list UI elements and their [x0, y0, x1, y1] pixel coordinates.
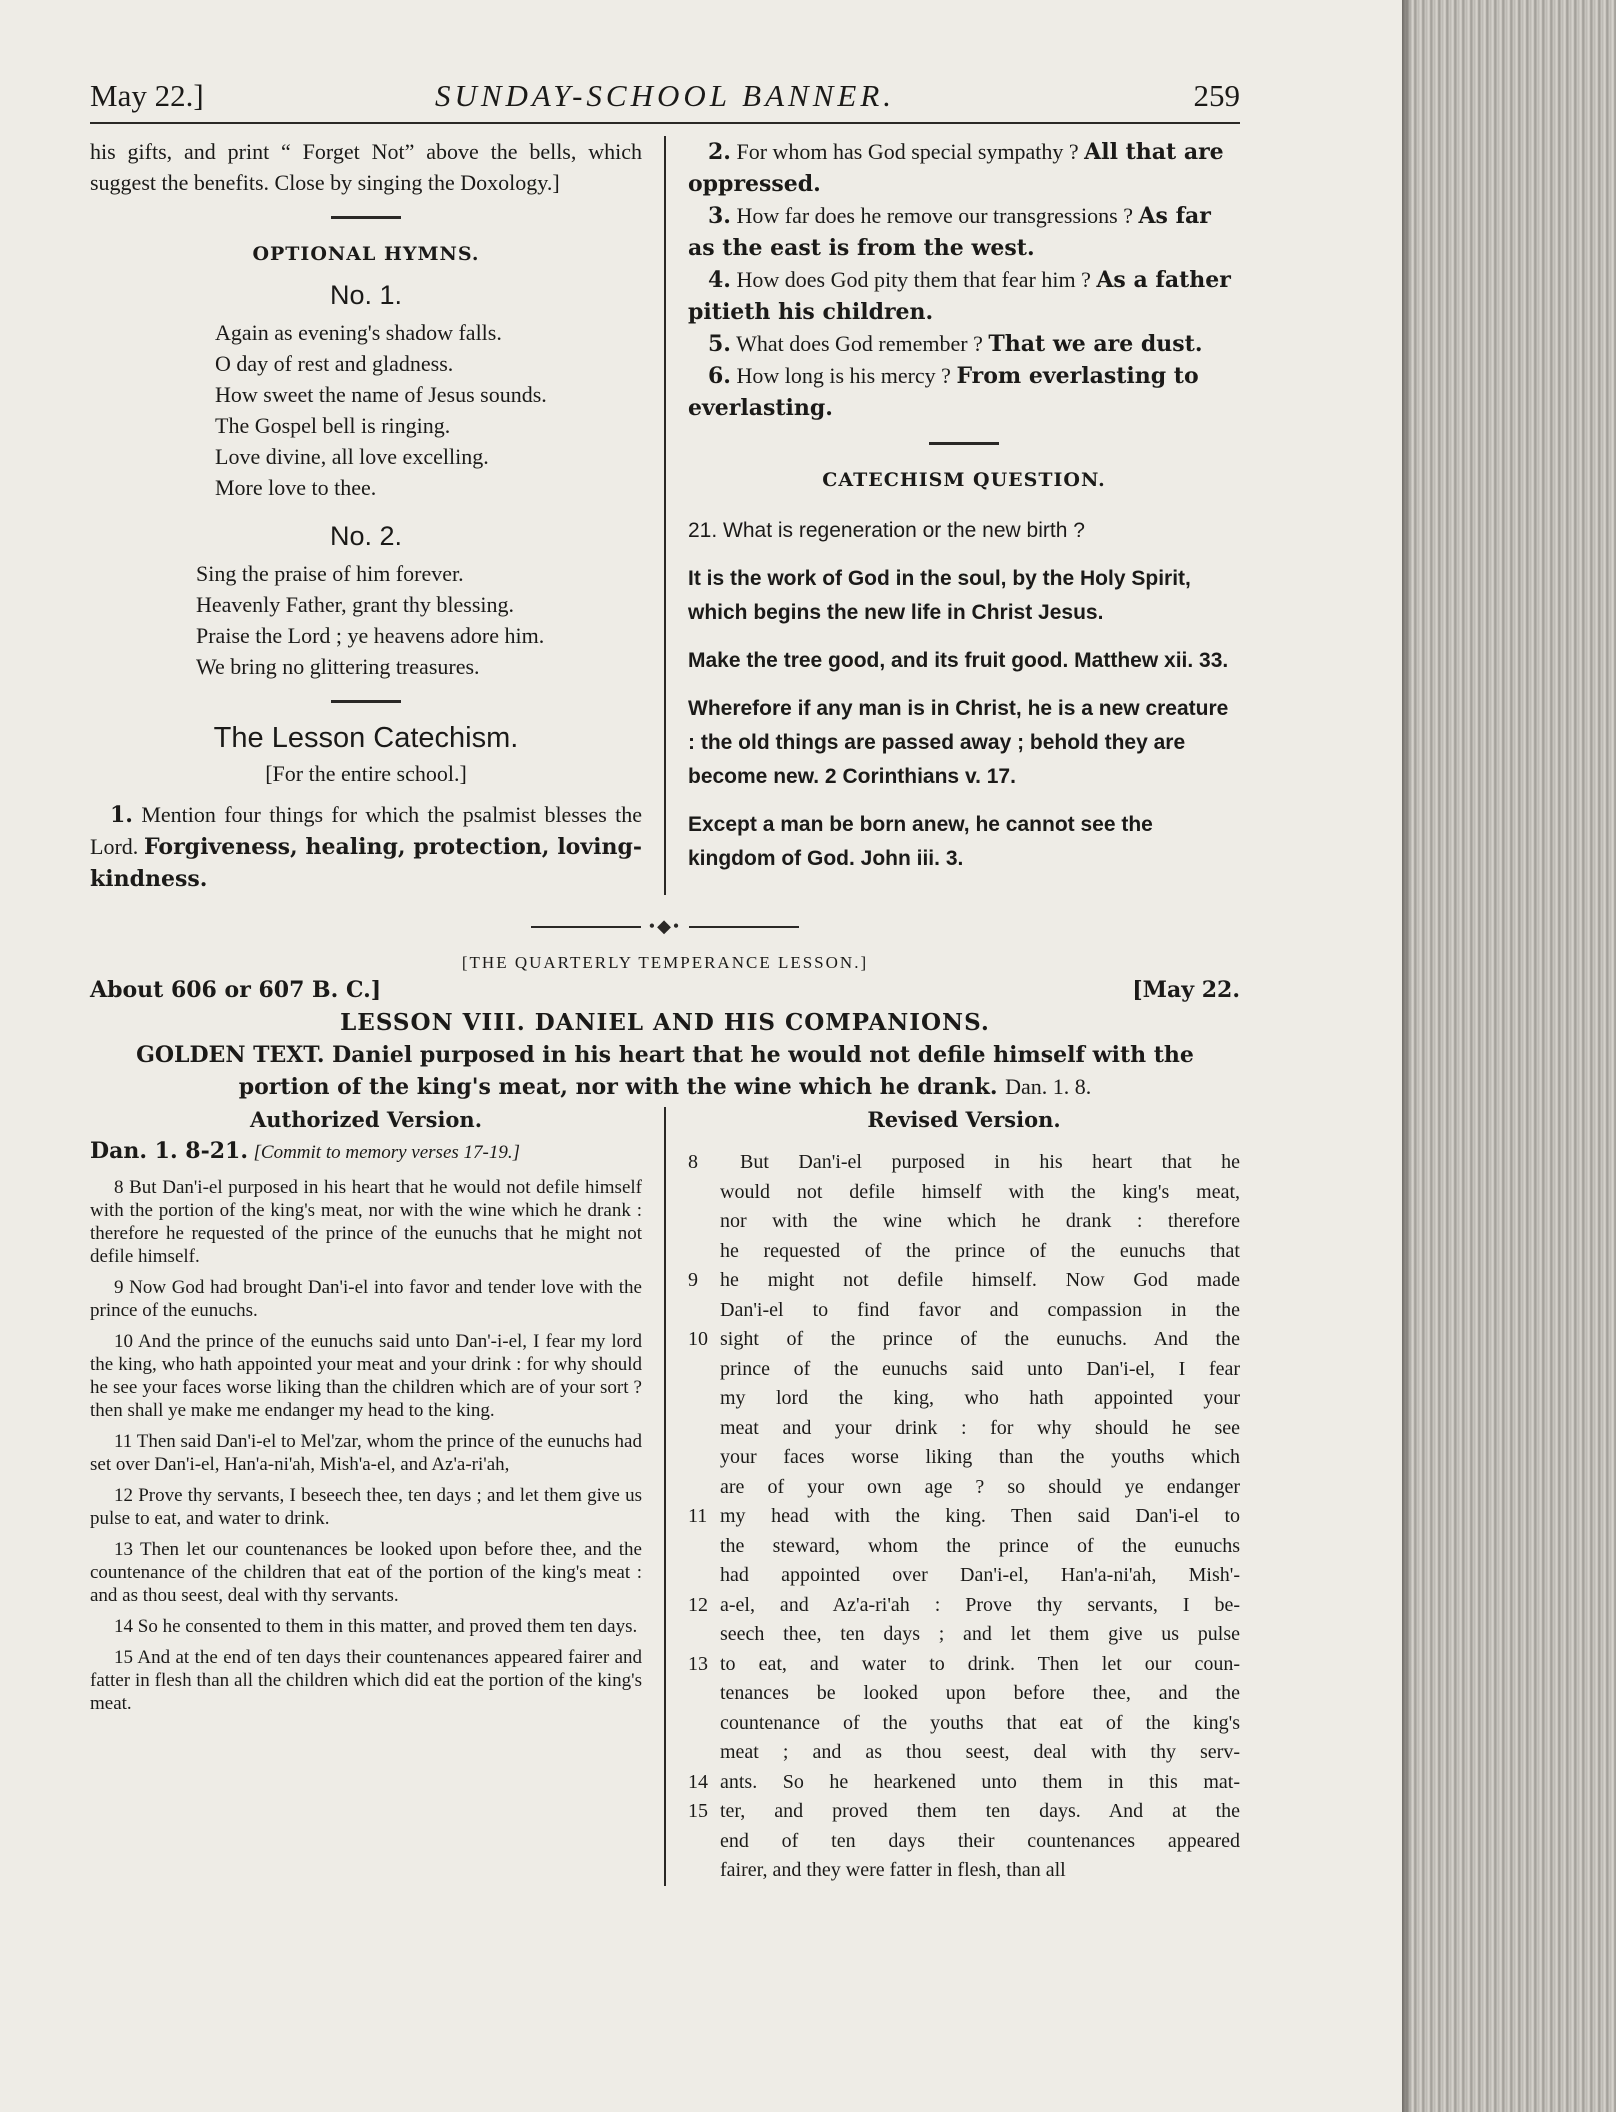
catechism-question-heading: CATECHISM QUESTION.: [822, 469, 1106, 491]
golden-text: [130, 1039, 1200, 1103]
line-text: Dan'i-el to find favor and compassion in the: [720, 1298, 1240, 1321]
hymn-line: Praise the Lord ; ye heavens adore him.: [196, 623, 545, 648]
line-text: meat and your drink : for why should he see: [720, 1416, 1240, 1439]
revised-version-heading: Revised Version.: [867, 1107, 1061, 1133]
answer-text: As far as the east is from the west.: [688, 203, 1211, 261]
ornamental-divider: [90, 915, 1240, 937]
question-text: How far does he remove our transgressions ?: [736, 203, 1133, 228]
verse-number: 10: [688, 1328, 708, 1351]
verse-number: 11: [688, 1505, 708, 1528]
verse-number: [688, 1620, 720, 1650]
section-rule: [929, 442, 999, 445]
header-date: May 22.]: [90, 78, 204, 113]
verse-number: [688, 1384, 720, 1414]
hymn-line: Sing the praise of him forever.: [196, 561, 464, 586]
verse-number: [688, 1856, 720, 1886]
right-column: [688, 136, 1240, 895]
hymn-line: Again as evening's shadow falls.: [215, 320, 502, 345]
answer-text: All that are oppressed.: [688, 139, 1224, 197]
rv-line: [688, 1237, 1240, 1267]
catechism-question: [688, 264, 1240, 328]
lesson-versions: [90, 1107, 1240, 1886]
catechism-question: [688, 136, 1240, 200]
verse-number: [688, 1532, 720, 1562]
rv-line: [688, 1207, 1240, 1237]
column-rule: [664, 1107, 666, 1886]
catechism-question-1: [90, 799, 642, 895]
rv-line: [688, 1827, 1240, 1857]
rv-line: [688, 1620, 1240, 1650]
rv-line: [688, 1296, 1240, 1326]
rv-line: [688, 1856, 1240, 1886]
verse: 8 But Dan'i-el purposed in his heart that he would not defile himself with the portion of the king's meat, nor with the wine which he drank : therefore he requested of the prince of the eunuchs that he might not defile himself.: [90, 1177, 642, 1268]
lesson-date-right: [May 22.: [1132, 977, 1240, 1004]
line-text: ants. So he hearkened unto them in this mat-: [720, 1770, 1240, 1793]
revised-version-text: [688, 1148, 1240, 1886]
hymn-line: More love to thee.: [215, 475, 377, 500]
divider-line: [689, 926, 799, 928]
question-text: How long is his mercy ?: [736, 363, 951, 388]
verse-number: [688, 1709, 720, 1739]
line-text: a-el, and Az'a-ri'ah : Prove thy servants, I be-: [720, 1593, 1240, 1616]
hymn-line: Heavenly Father, grant thy blessing.: [196, 592, 515, 617]
verse-number: 9: [688, 1269, 698, 1292]
catechism-question: [688, 328, 1240, 360]
verse-number: [688, 1178, 720, 1208]
catechism-answer-text: It is the work of God in the soul, by the Holy Spirit, which begins the new life in Christ Jesus.: [688, 567, 1191, 624]
catechism-question-text: 21. What is regeneration or the new birth ?: [688, 519, 1085, 542]
verse-number: [688, 1827, 720, 1857]
golden-text-reference: Dan. 1. 8.: [1005, 1074, 1092, 1100]
divider-line: [531, 926, 641, 928]
question-number: 2.: [708, 139, 731, 165]
catechism-question: [688, 360, 1240, 424]
rv-line: [688, 1355, 1240, 1385]
line-text: he might not defile himself. Now God made: [720, 1269, 1240, 1292]
verse-number: [688, 1296, 720, 1326]
hymn-2-list: [196, 558, 642, 682]
lesson-catechism-heading: The Lesson Catechism.: [213, 722, 519, 754]
verse-number: [688, 1237, 720, 1267]
intro-paragraph: his gifts, and print “ Forget Not” above the bells, which suggest the benefits. Close by singing the Doxology.]: [90, 139, 642, 195]
memory-note: [Commit to memory verses 17-19.]: [253, 1142, 521, 1164]
rv-line: [688, 1650, 1240, 1680]
verse-number: [688, 1355, 720, 1385]
answer-text: Forgiveness, healing, protection, loving-kindness.: [90, 834, 642, 892]
book-page-edges: [1402, 0, 1616, 2112]
verse-number: [688, 1207, 720, 1237]
verse: 12 Prove thy servants, I beseech thee, ten days ; and let them give us pulse to eat, and water to drink.: [90, 1485, 642, 1530]
section-rule: [331, 700, 401, 703]
question-text: For whom has God special sympathy ?: [736, 139, 1079, 164]
verse-number: 15: [688, 1800, 708, 1823]
authorized-version-heading: Authorized Version.: [249, 1107, 483, 1133]
rv-line: [688, 1384, 1240, 1414]
line-text: countenance of the youths that eat of the king's: [720, 1711, 1240, 1734]
rv-line: [688, 1738, 1240, 1768]
passage-ref: Dan. 1. 8-21.: [90, 1138, 248, 1165]
rv-line: [688, 1266, 1240, 1296]
rv-line: [688, 1709, 1240, 1739]
line-text: my head with the king. Then said Dan'i-el to: [720, 1505, 1240, 1528]
verse-number: 14: [688, 1770, 708, 1793]
line-text: he requested of the prince of the eunuchs that: [720, 1239, 1240, 1262]
rv-line: [688, 1443, 1240, 1473]
verse-number: 12: [688, 1593, 708, 1616]
rv-line: [688, 1679, 1240, 1709]
question-text: What does God remember ?: [736, 331, 983, 356]
quarterly-note: [THE QUARTERLY TEMPERANCE LESSON.]: [461, 953, 869, 973]
rv-line: [688, 1502, 1240, 1532]
rv-line: [688, 1148, 1240, 1178]
question-number: 4.: [708, 267, 731, 293]
line-text: ter, and proved them ten days. And at the: [720, 1800, 1240, 1823]
question-text: How does God pity them that fear him ?: [736, 267, 1091, 292]
verse-number: 13: [688, 1652, 708, 1675]
line-text: end of ten days their countenances appeared: [720, 1829, 1240, 1852]
verse: 13 Then let our countenances be looked upon before thee, and the countenance of the children that eat of the portion of the king's meat : and as thou seest, deal with thy servants.: [90, 1539, 642, 1607]
question-text: Mention four things for which the psalmist blesses the Lord.: [90, 802, 642, 859]
column-rule: [664, 136, 666, 895]
line-text: would not defile himself with the king's meat,: [720, 1180, 1240, 1203]
verse: 14 So he consented to them in this matter, and proved them ten days.: [114, 1616, 638, 1638]
line-text: prince of the eunuchs said unto Dan'i-el, I fear: [720, 1357, 1240, 1380]
verse-number: [688, 1443, 720, 1473]
hymn-1-list: [215, 317, 642, 503]
hymn-line: We bring no glittering treasures.: [196, 654, 480, 679]
line-text: the steward, whom the prince of the eunuchs: [720, 1534, 1240, 1557]
revised-version-column: [688, 1107, 1240, 1886]
rv-line: [688, 1325, 1240, 1355]
divider-ornament: •◆•: [648, 916, 682, 937]
lesson-title: LESSON VIII. DANIEL AND HIS COMPANIONS.: [340, 1009, 990, 1037]
line-text: fairer, and they were fatter in flesh, than all: [720, 1859, 1066, 1882]
line-text: sight of the prince of the eunuchs. And the: [720, 1328, 1240, 1351]
verse-number: [688, 1561, 720, 1591]
line-text: your faces worse liking than the youths which: [720, 1446, 1240, 1469]
rv-line: [688, 1561, 1240, 1591]
running-header: [90, 78, 1240, 124]
verse: 11 Then said Dan'i-el to Mel'zar, whom the prince of the eunuchs had set over Dan'i-el, Han'a-ni'ah, Mish'a-el, and Az'a-ri'ah,: [90, 1431, 642, 1476]
header-title: SUNDAY-SCHOOL BANNER.: [434, 78, 896, 113]
catechism-question: [688, 200, 1240, 264]
passage-reference: [90, 1138, 642, 1164]
question-number: 3.: [708, 203, 731, 229]
scripture-quote: Except a man be born anew, he cannot see the kingdom of God. John iii. 3.: [688, 813, 1153, 870]
hymn-line: The Gospel bell is ringing.: [215, 413, 451, 438]
line-text: seech thee, ten days ; and let them give us pulse: [720, 1623, 1240, 1646]
answer-text: That we are dust.: [988, 331, 1203, 357]
line-text: nor with the wine which he drank : therefore: [720, 1210, 1240, 1233]
verse-number: [688, 1679, 720, 1709]
hymn-line: O day of rest and gladness.: [215, 351, 454, 376]
rv-line: [688, 1473, 1240, 1503]
lesson-date-left: About 606 or 607 B. C.]: [90, 977, 382, 1004]
left-column: [90, 136, 642, 895]
verse: 15 And at the end of ten days their countenances appeared fairer and fatter in flesh than all the children which did eat the portion of the king's meat.: [90, 1647, 642, 1715]
page-number: 259: [1193, 78, 1240, 113]
hymn-line: How sweet the name of Jesus sounds.: [215, 382, 547, 407]
lesson-date-line: [90, 977, 1240, 1007]
verse-number: [688, 1738, 720, 1768]
page-content: [90, 78, 1240, 1886]
hymn-2-label: No. 2.: [329, 521, 403, 551]
rv-line: [688, 1414, 1240, 1444]
rv-line: [688, 1532, 1240, 1562]
lesson-catechism-subheading: [For the entire school.]: [265, 761, 467, 786]
line-text: tenances be looked upon before thee, and the: [720, 1682, 1240, 1705]
verse-number: 8: [688, 1151, 698, 1174]
golden-text-body: GOLDEN TEXT. Daniel purposed in his heart that he would not defile himself with the portion of the king's meat, nor with the wine which he drank.: [136, 1042, 1194, 1101]
hymn-1-label: No. 1.: [329, 280, 403, 310]
line-text: my lord the king, who hath appointed your: [720, 1387, 1240, 1410]
rv-line: [688, 1797, 1240, 1827]
line-text: are of your own age ? so should ye endanger: [720, 1475, 1240, 1498]
line-text: meat ; and as thou seest, deal with thy serv-: [720, 1741, 1240, 1764]
line-text: But Dan'i-el purposed in his heart that he: [740, 1151, 1240, 1174]
verse: 9 Now God had brought Dan'i-el into favor and tender love with the prince of the eunuchs.: [90, 1277, 642, 1322]
question-number: 5.: [708, 331, 731, 357]
scripture-quote: Make the tree good, and its fruit good. Matthew xii. 33.: [688, 649, 1229, 672]
answer-text: From everlasting to everlasting.: [688, 363, 1199, 421]
rv-line: [688, 1591, 1240, 1621]
verse-number: [688, 1473, 720, 1503]
scripture-quote: Wherefore if any man is in Christ, he is a new creature : the old things are passed away ; behold they are become new. 2 Corinthians v. 17.: [688, 697, 1229, 788]
rv-line: [688, 1178, 1240, 1208]
optional-hymns-heading: OPTIONAL HYMNS.: [252, 243, 480, 265]
authorized-version-column: [90, 1107, 642, 1886]
verse-number: [688, 1414, 720, 1444]
line-text: had appointed over Dan'i-el, Han'a-ni'ah, Mish'-: [720, 1564, 1240, 1587]
answer-text: As a father pitieth his children.: [688, 267, 1231, 325]
rv-line: [688, 1768, 1240, 1798]
line-text: to eat, and water to drink. Then let our coun-: [720, 1652, 1240, 1675]
top-columns: [90, 136, 1240, 895]
question-number: 6.: [708, 363, 731, 389]
section-rule: [331, 216, 401, 219]
hymn-line: Love divine, all love excelling.: [215, 444, 489, 469]
question-number: 1.: [110, 802, 133, 828]
verse: 10 And the prince of the eunuchs said unto Dan'-i-el, I fear my lord the king, who hath appointed your meat and your drink : for why should he see your faces worse liking than the children which are of your sort ? then shall ye make me endanger my head to the king.: [90, 1331, 642, 1422]
